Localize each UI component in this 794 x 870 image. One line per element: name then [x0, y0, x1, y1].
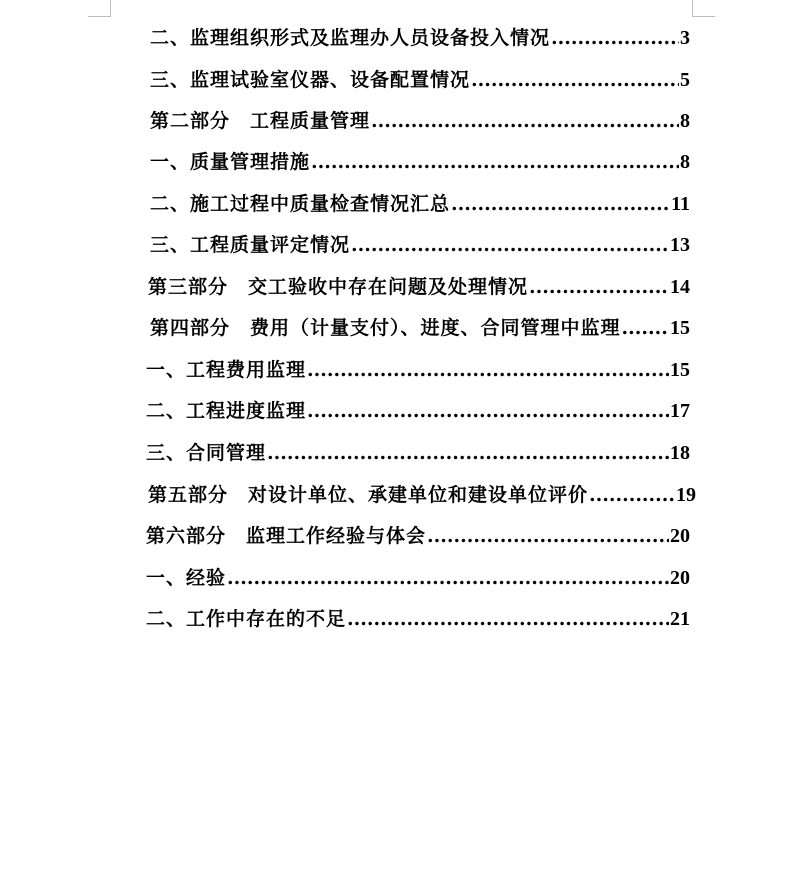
toc-entry[interactable] — [146, 439, 690, 467]
toc-dot-leader — [451, 190, 670, 218]
toc-dot-leader — [622, 314, 669, 342]
toc-dot-leader — [371, 107, 679, 135]
toc-entry[interactable] — [150, 24, 690, 52]
toc-entry-title: 一、工程费用监理 — [146, 359, 307, 381]
toc-page-number: 14 — [670, 276, 690, 298]
toc-page-number: 20 — [670, 567, 690, 589]
toc-entry[interactable] — [146, 605, 690, 633]
toc-page-number: 18 — [670, 442, 690, 464]
toc-entry[interactable] — [150, 148, 690, 176]
toc-page-number: 21 — [670, 608, 690, 630]
toc-dot-leader — [347, 605, 669, 633]
toc-dot-leader — [351, 231, 669, 259]
toc-entry-title: 三、监理试验室仪器、设备配置情况 — [150, 69, 471, 91]
toc-entry-title: 二、工程进度监理 — [146, 400, 307, 422]
toc-dot-leader — [529, 273, 669, 301]
toc-entry[interactable] — [146, 356, 690, 384]
toc-entry[interactable] — [148, 481, 696, 509]
toc-dot-leader — [551, 24, 679, 52]
toc-page-number: 19 — [676, 484, 696, 506]
toc-entry-title: 一、质量管理措施 — [150, 151, 311, 173]
toc-page-number: 15 — [670, 359, 690, 381]
toc-entry-title: 三、工程质量评定情况 — [150, 234, 351, 256]
toc-entry-title: 二、施工过程中质量检查情况汇总 — [150, 193, 451, 215]
toc-page-number: 11 — [671, 193, 690, 215]
toc-entry[interactable] — [146, 397, 690, 425]
toc-entry[interactable] — [150, 190, 690, 218]
toc-dot-leader — [307, 356, 669, 384]
toc-page-number: 13 — [670, 234, 690, 256]
toc-dot-leader — [307, 397, 669, 425]
toc-page-number: 5 — [680, 69, 690, 91]
toc-dot-leader — [267, 439, 669, 467]
toc-entry-title: 第五部分 对设计单位、承建单位和建设单位评价 — [148, 484, 589, 506]
toc-dot-leader — [227, 564, 669, 592]
toc-entry[interactable] — [150, 231, 690, 259]
toc-entry[interactable] — [150, 314, 690, 342]
toc-entry[interactable] — [146, 564, 690, 592]
toc-page-number: 17 — [670, 400, 690, 422]
toc-entry-title: 第六部分 监理工作经验与体会 — [146, 525, 427, 547]
toc-entry[interactable] — [150, 107, 690, 135]
toc-entry[interactable] — [150, 66, 690, 94]
toc-page-number: 15 — [670, 317, 690, 339]
toc-dot-leader — [311, 148, 679, 176]
toc-dot-leader — [427, 522, 669, 550]
toc-entry-title: 第四部分 费用（计量支付）、进度、合同管理中监理 — [150, 317, 621, 339]
toc-page-number: 20 — [670, 525, 690, 547]
toc-page-number: 3 — [680, 27, 690, 49]
toc-entry[interactable] — [146, 522, 690, 550]
toc-entry-title: 二、监理组织形式及监理办人员设备投入情况 — [150, 27, 551, 49]
toc-entry-title: 第二部分 工程质量管理 — [150, 110, 371, 132]
toc-entry-title: 第三部分 交工验收中存在问题及处理情况 — [148, 276, 529, 298]
toc-entry-title: 二、工作中存在的不足 — [146, 608, 347, 630]
toc-dot-leader — [471, 66, 679, 94]
toc-entry-title: 三、合同管理 — [146, 442, 267, 464]
toc-dot-leader — [589, 481, 675, 509]
toc-page-number: 8 — [680, 110, 690, 132]
toc-entry[interactable] — [148, 273, 690, 301]
toc-entry-title: 一、经验 — [146, 567, 227, 589]
toc-page-number: 8 — [680, 151, 690, 173]
